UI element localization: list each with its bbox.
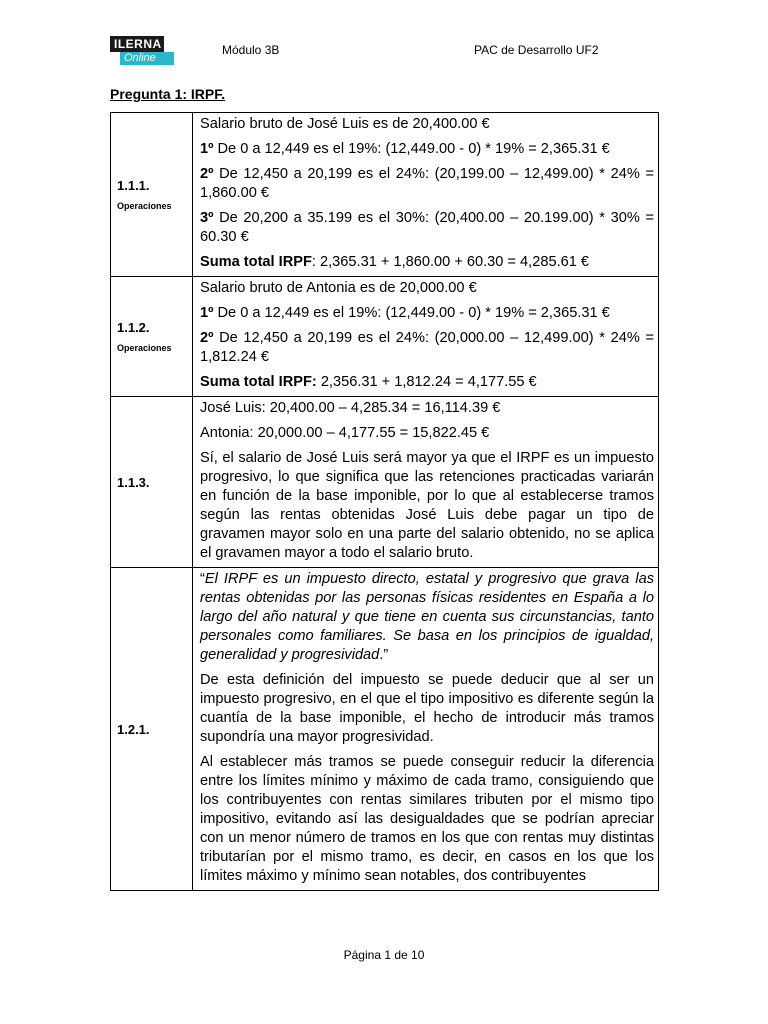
logo-bottom-text: Online bbox=[120, 52, 174, 65]
row-label: 1.1.2. bbox=[117, 320, 150, 335]
irpf-definition-quote: “El IRPF es un impuesto directo, estatal y progresivo que grava las rentas obtenidas por las personas físicas residentes en España a lo largo del año natural y que tiene en cuenta sus circunstancias, tanto personales como familiares. Se basa en los principios de igualdad, generalidad y progresividad.” bbox=[200, 571, 654, 663]
row-1-2-1 bbox=[111, 568, 659, 891]
tramo-2: 2º De 12,450 a 20,199 es el 24%: (20,000.00 – 12,499.00) * 24% = 1,812.24 € bbox=[200, 330, 654, 365]
row-sublabel: Operaciones bbox=[117, 201, 172, 211]
row-sublabel: Operaciones bbox=[117, 343, 172, 353]
answers-table bbox=[110, 112, 659, 891]
row-label-cell bbox=[111, 113, 193, 277]
net-antonia: Antonia: 20,000.00 – 4,177.55 = 15,822.45 € bbox=[200, 425, 490, 441]
row-label-cell bbox=[111, 397, 193, 568]
row-content bbox=[193, 397, 659, 568]
row-label: 1.2.1. bbox=[117, 721, 150, 737]
row-label: 1.1.1. bbox=[117, 178, 150, 193]
logo-top-text: ILERNA bbox=[110, 36, 164, 52]
row-1-1-1 bbox=[111, 113, 659, 277]
header-pac: PAC de Desarrollo UF2 bbox=[474, 43, 599, 57]
paragraph-tramos: Al establecer más tramos se puede conseguir reducir la diferencia entre los límites mínimo y máximo de cada tramo, consiguiendo que los contribuyentes con rentas similares tributen por el mismo tipo impositivo, evitando así las desigualdades que se podrían apreciar con un menor número de tramos en los que con rentas muy distintas tributarían por el mismo tramo, es decir, en casos en los que los límites máximo y mínimo sean notables, dos contribuyentes bbox=[200, 754, 654, 884]
ilerna-logo bbox=[110, 36, 170, 64]
row-1-1-2 bbox=[111, 277, 659, 397]
header-module: Módulo 3B bbox=[222, 43, 280, 57]
row-label-cell bbox=[111, 277, 193, 397]
tramo-3: 3º De 20,200 a 35.199 es el 30%: (20,400.00 – 20.199.00) * 30% = 60.30 € bbox=[200, 210, 654, 245]
sum-line: Suma total IRPF: 2,356.31 + 1,812.24 = 4,177.55 € bbox=[200, 374, 537, 390]
row-label-cell bbox=[111, 568, 193, 891]
salary-line: Salario bruto de José Luis es de 20,400.00 € bbox=[200, 116, 490, 132]
sum-line: Suma total IRPF: 2,365.31 + 1,860.00 + 60.30 = 4,285.61 € bbox=[200, 254, 590, 270]
question-title: Pregunta 1: IRPF. bbox=[110, 86, 226, 102]
row-content bbox=[193, 277, 659, 397]
tramo-1: 1º De 0 a 12,449 es el 19%: (12,449.00 - 0) * 19% = 2,365.31 € bbox=[200, 305, 610, 321]
row-content bbox=[193, 568, 659, 891]
row-label: 1.1.3. bbox=[117, 474, 150, 490]
net-jose-luis: José Luis: 20,400.00 – 4,285.34 = 16,114.39 € bbox=[200, 400, 501, 416]
tramo-2: 2º De 12,450 a 20,199 es el 24%: (20,199.00 – 12,499.00) * 24% = 1,860.00 € bbox=[200, 166, 654, 201]
explanation: Sí, el salario de José Luis será mayor ya que el IRPF es un impuesto progresivo, lo que significa que las retenciones practicadas variarán en función de la base imponible, por lo que al establecerse tramos según las rentas obtenidas José Luis debe pagar un tipo de gravamen mayor solo en una parte del salario obtenido, no se aplica el gravamen mayor a todo el salario bruto. bbox=[200, 450, 654, 561]
tramo-1: 1º De 0 a 12,449 es el 19%: (12,449.00 - 0) * 19% = 2,365.31 € bbox=[200, 141, 610, 157]
row-content bbox=[193, 113, 659, 277]
page-number: Página 1 de 10 bbox=[343, 948, 425, 962]
paragraph-deduction: De esta definición del impuesto se puede deducir que al ser un impuesto progresivo, en el que el tipo impositivo es diferente según la cuantía de la base imponible, el hecho de introducir más tramos supondría una mayor progresividad. bbox=[200, 672, 654, 745]
salary-line: Salario bruto de Antonia es de 20,000.00 € bbox=[200, 280, 477, 296]
row-1-1-3 bbox=[111, 397, 659, 568]
